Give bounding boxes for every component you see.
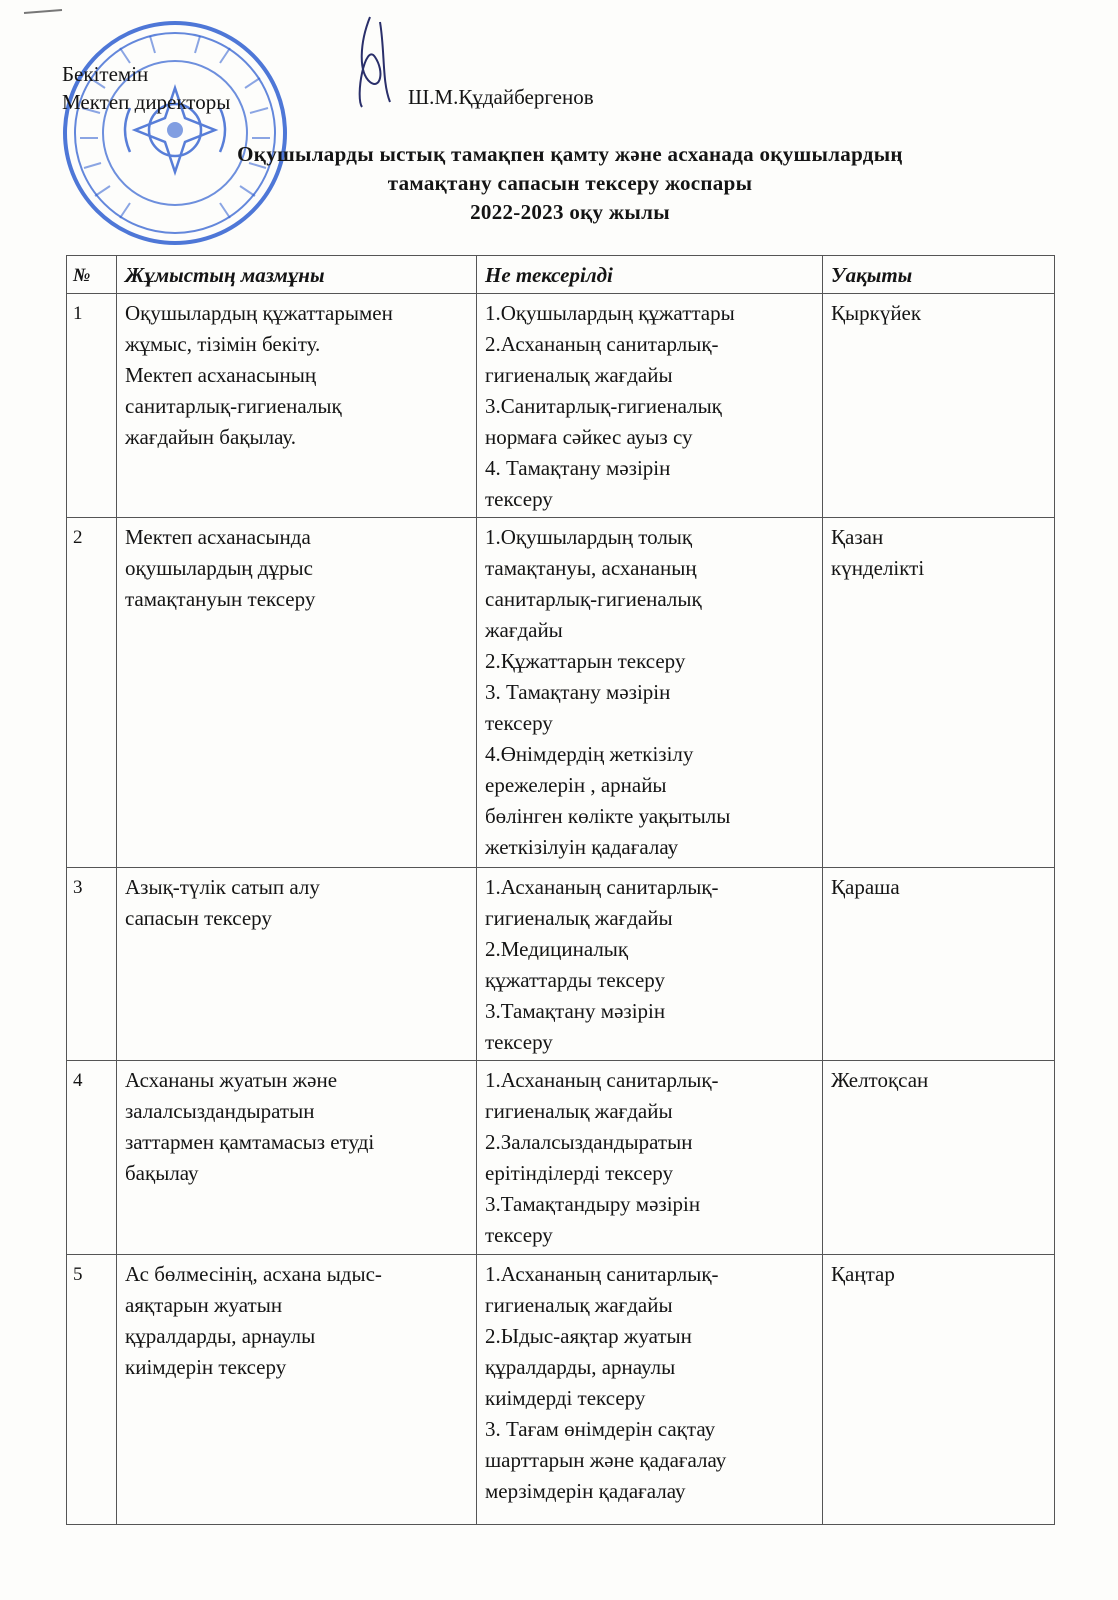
- work-content-cell: [117, 868, 477, 1061]
- checked-items-line: санитарлық-гигиеналық: [485, 587, 702, 611]
- work-content-line: жағдайын бақылау.: [125, 425, 296, 449]
- work-content-cell: [117, 1061, 477, 1255]
- checked-items-line: құжаттарды тексеру: [485, 968, 665, 992]
- checked-items-line: 1.Асхананың санитарлық-: [485, 875, 719, 899]
- director-name: Ш.М.Құдайбергенов: [408, 85, 594, 109]
- time-cell: [823, 1061, 1055, 1255]
- time-cell: [823, 518, 1055, 868]
- checked-items-line: тексеру: [485, 487, 553, 511]
- checked-items-line: гигиеналық жағдайы: [485, 363, 673, 387]
- time-cell: [823, 1255, 1055, 1525]
- time-line: Қараша: [831, 875, 900, 899]
- checked-items-line: гигиеналық жағдайы: [485, 1099, 673, 1123]
- work-content-line: Асхананы жуатын және: [125, 1068, 338, 1092]
- checked-items-line: ерітінділерді тексеру: [485, 1161, 674, 1185]
- inspection-plan-table: [66, 255, 1055, 1525]
- checked-items-line: 4.Өнімдердің жеткізілу: [485, 742, 694, 766]
- time-line: Қыркүйек: [831, 301, 922, 325]
- table-row: [67, 868, 1055, 1061]
- checked-items-line: тексеру: [485, 1030, 553, 1054]
- table-row: [67, 1061, 1055, 1255]
- table-row: [67, 518, 1055, 868]
- work-content-line: заттармен қамтамасыз етуді: [125, 1130, 375, 1154]
- checked-items-line: гигиеналық жағдайы: [485, 1293, 673, 1317]
- work-content-line: бақылау: [125, 1161, 199, 1185]
- work-content-cell: [117, 1255, 477, 1525]
- checked-items-line: бөлінген көлікте уақытылы: [485, 804, 731, 828]
- row-number: 2: [67, 518, 117, 868]
- checked-items-line: гигиеналық жағдайы: [485, 906, 673, 930]
- work-content-cell: [117, 294, 477, 518]
- checked-items-line: нормаға сәйкес ауыз су: [485, 425, 693, 449]
- row-number: 3: [67, 868, 117, 1061]
- work-content-cell: [117, 518, 477, 868]
- checked-items-line: 2.Ыдыс-аяқтар жуатын: [485, 1324, 692, 1348]
- checked-items-cell: [477, 1061, 823, 1255]
- checked-items-line: құралдарды, арнаулы: [485, 1355, 676, 1379]
- work-content-line: Азық-түлік сатып алу: [125, 875, 320, 899]
- approve-label: Бекітемін: [62, 62, 149, 86]
- header-checked: Не тексерілді: [477, 256, 823, 294]
- checked-items-cell: [477, 294, 823, 518]
- table-header-row: [67, 256, 1055, 294]
- work-content-line: оқушылардың дұрыс: [125, 556, 313, 580]
- time-line: Қазан: [831, 525, 884, 549]
- checked-items-line: жағдайы: [485, 618, 563, 642]
- row-number: 4: [67, 1061, 117, 1255]
- work-content-line: залалсыздандыратын: [125, 1099, 315, 1123]
- checked-items-line: 3.Санитарлық-гигиеналық: [485, 394, 722, 418]
- director-position-label: Мектеп директоры: [62, 90, 231, 114]
- checked-items-line: 1.Асхананың санитарлық-: [485, 1262, 719, 1286]
- checked-items-line: 1.Асхананың санитарлық-: [485, 1068, 719, 1092]
- checked-items-cell: [477, 868, 823, 1061]
- checked-items-line: 1.Оқушылардың құжаттары: [485, 301, 735, 325]
- checked-items-line: киімдерді тексеру: [485, 1386, 646, 1410]
- title-line-1: Оқушыларды ыстық тамақпен қамту және асханада оқушылардың: [237, 142, 903, 166]
- checked-items-line: 1.Оқушылардың толық: [485, 525, 693, 549]
- work-content-line: санитарлық-гигиеналық: [125, 394, 342, 418]
- document-title: [120, 140, 1020, 227]
- checked-items-line: шарттарын және қадағалау: [485, 1448, 727, 1472]
- header-number: №: [67, 256, 117, 294]
- time-cell: [823, 294, 1055, 518]
- time-cell: [823, 868, 1055, 1061]
- row-number: 1: [67, 294, 117, 518]
- header-content: Жұмыстың мазмұны: [117, 256, 477, 294]
- work-content-line: Мектеп асханасының: [125, 363, 317, 387]
- header-time: Уақыты: [823, 256, 1055, 294]
- checked-items-line: мерзімдерін қадағалау: [485, 1479, 686, 1503]
- row-number: 5: [67, 1255, 117, 1525]
- checked-items-line: тексеру: [485, 1223, 553, 1247]
- checked-items-line: 2.Құжаттарын тексеру: [485, 649, 686, 673]
- checked-items-line: 3. Тағам өнімдерін сақтау: [485, 1417, 716, 1441]
- checked-items-line: 3. Тамақтану мәзірін: [485, 680, 671, 704]
- title-line-2: тамақтану сапасын тексеру жоспары: [387, 171, 753, 195]
- checked-items-line: жеткізілуін қадағалау: [485, 835, 679, 859]
- checked-items-line: 3.Тамақтану мәзірін: [485, 999, 666, 1023]
- title-line-3: 2022-2023 оқу жылы: [470, 200, 670, 224]
- work-content-line: киімдерін тексеру: [125, 1355, 287, 1379]
- time-line: күнделікті: [831, 556, 925, 580]
- work-content-line: жұмыс, тізімін бекіту.: [125, 332, 321, 356]
- checked-items-cell: [477, 1255, 823, 1525]
- work-content-line: аяқтарын жуатын: [125, 1293, 283, 1317]
- work-content-line: тамақтануын тексеру: [125, 587, 316, 611]
- work-content-line: Ас бөлмесінің, асхана ыдыс-: [125, 1262, 382, 1286]
- approval-block: [62, 60, 230, 116]
- work-content-line: құралдарды, арнаулы: [125, 1324, 316, 1348]
- checked-items-line: 2.Медициналық: [485, 937, 629, 961]
- table-row: [67, 1255, 1055, 1525]
- work-content-line: Оқушылардың құжаттарымен: [125, 301, 393, 325]
- table-body: [67, 294, 1055, 1525]
- work-content-line: Мектеп асханасында: [125, 525, 311, 549]
- work-content-line: сапасын тексеру: [125, 906, 272, 930]
- checked-items-line: 2.Залалсыздандыратын: [485, 1130, 693, 1154]
- time-line: Желтоқсан: [831, 1068, 929, 1092]
- checked-items-line: ережелерін , арнайы: [485, 773, 667, 797]
- checked-items-line: 4. Тамақтану мәзірін: [485, 456, 671, 480]
- table-row: [67, 294, 1055, 518]
- scan-artifact-mark: [22, 6, 66, 16]
- checked-items-line: 3.Тамақтандыру мәзірін: [485, 1192, 701, 1216]
- checked-items-cell: [477, 518, 823, 868]
- checked-items-line: 2.Асхананың санитарлық-: [485, 332, 719, 356]
- checked-items-line: тамақтануы, асхананың: [485, 556, 697, 580]
- time-line: Қаңтар: [831, 1262, 895, 1286]
- checked-items-line: тексеру: [485, 711, 553, 735]
